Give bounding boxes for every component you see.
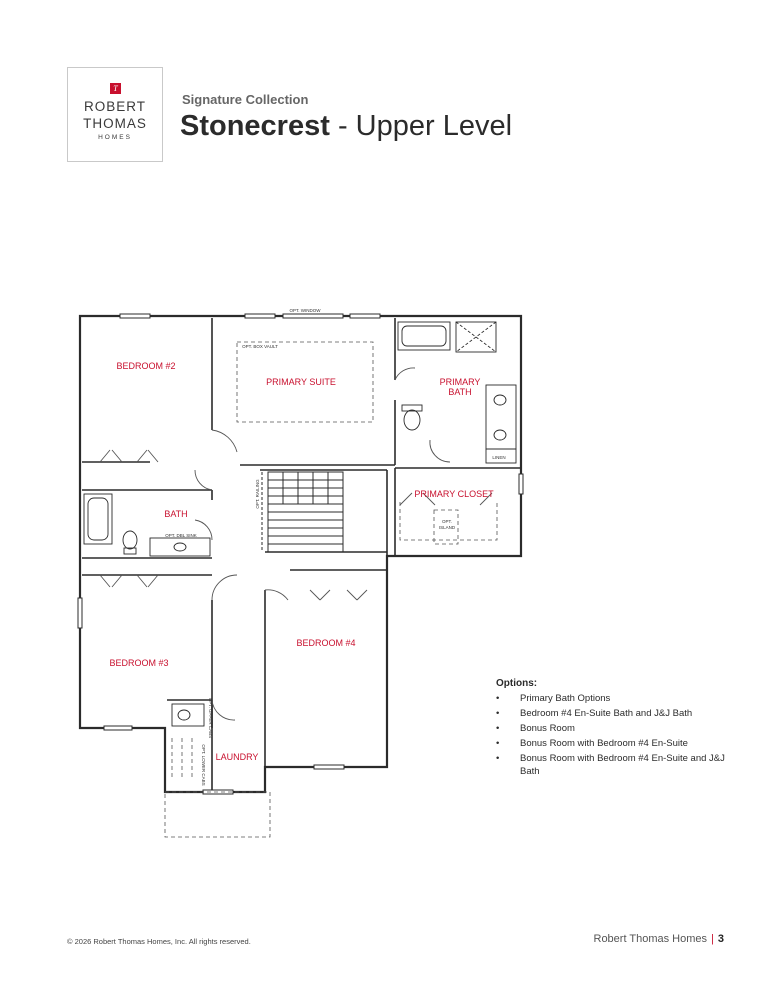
- room-label-bedroom4: BEDROOM #4: [296, 638, 356, 648]
- option-outlines: [165, 342, 497, 837]
- room-label-bath: BATH: [164, 509, 188, 519]
- room-label-laundry: LAUNDRY: [215, 752, 259, 762]
- page-number: 3: [717, 933, 724, 945]
- note-opt-dbl-sink: OPT. DBL SINK: [165, 533, 197, 538]
- note-opt-island-2: ISLAND: [438, 525, 456, 530]
- option-item: • Primary Bath Options: [496, 693, 726, 706]
- footer-company: Robert Thomas Homes: [593, 933, 708, 945]
- option-item: • Bonus Room with Bedroom #4 En-Suite and J&J Bath: [496, 753, 726, 778]
- title-level: - Upper Level: [329, 110, 513, 142]
- option-item: • Bonus Room with Bedroom #4 En-Suite: [496, 738, 726, 751]
- note-opt-box-vault: OPT. BOX VAULT: [242, 344, 278, 349]
- room-label-bedroom2: BEDROOM #2: [116, 361, 176, 371]
- options-heading: Options:: [496, 678, 538, 689]
- options-list: [496, 678, 726, 781]
- room-label-bedroom3: BEDROOM #3: [109, 658, 169, 668]
- footer-separator: |: [711, 933, 714, 945]
- logo-text-homes: HOMES: [98, 134, 132, 141]
- logo-mark-icon: T: [110, 83, 121, 94]
- title-plan-name: Stonecrest: [180, 110, 330, 142]
- collection-subtitle: Signature Collection: [182, 92, 309, 107]
- note-opt-lower-cabs: OPT. LOWER CABS: [201, 744, 206, 786]
- note-opt-island: OPT.: [441, 519, 453, 524]
- logo-text-thomas: THOMAS: [83, 116, 147, 131]
- footer-page-info: [594, 933, 725, 945]
- option-item: • Bedroom #4 En-Suite Bath and J&J Bath: [496, 708, 726, 721]
- staircase: [262, 472, 343, 552]
- note-opt-railing: OPT. RAILING: [255, 479, 260, 509]
- copyright-notice: © 2026 Robert Thomas Homes, Inc. All rights reserved.: [67, 937, 251, 946]
- option-item: • Bonus Room: [496, 723, 726, 736]
- room-label-primary-bath: PRIMARY: [439, 377, 481, 387]
- logo-text-robert: ROBERT: [83, 99, 146, 114]
- room-label-primary-closet: PRIMARY CLOSET: [414, 489, 494, 499]
- note-linen: LINEN: [492, 455, 506, 460]
- room-label-primary-bath-2: BATH: [448, 387, 472, 397]
- note-opt-upper-cabs: OPT. UPPER CABS: [208, 697, 213, 739]
- room-label-primary-suite: PRIMARY SUITE: [266, 377, 336, 387]
- note-opt-window: OPT. WINDOW: [289, 308, 321, 313]
